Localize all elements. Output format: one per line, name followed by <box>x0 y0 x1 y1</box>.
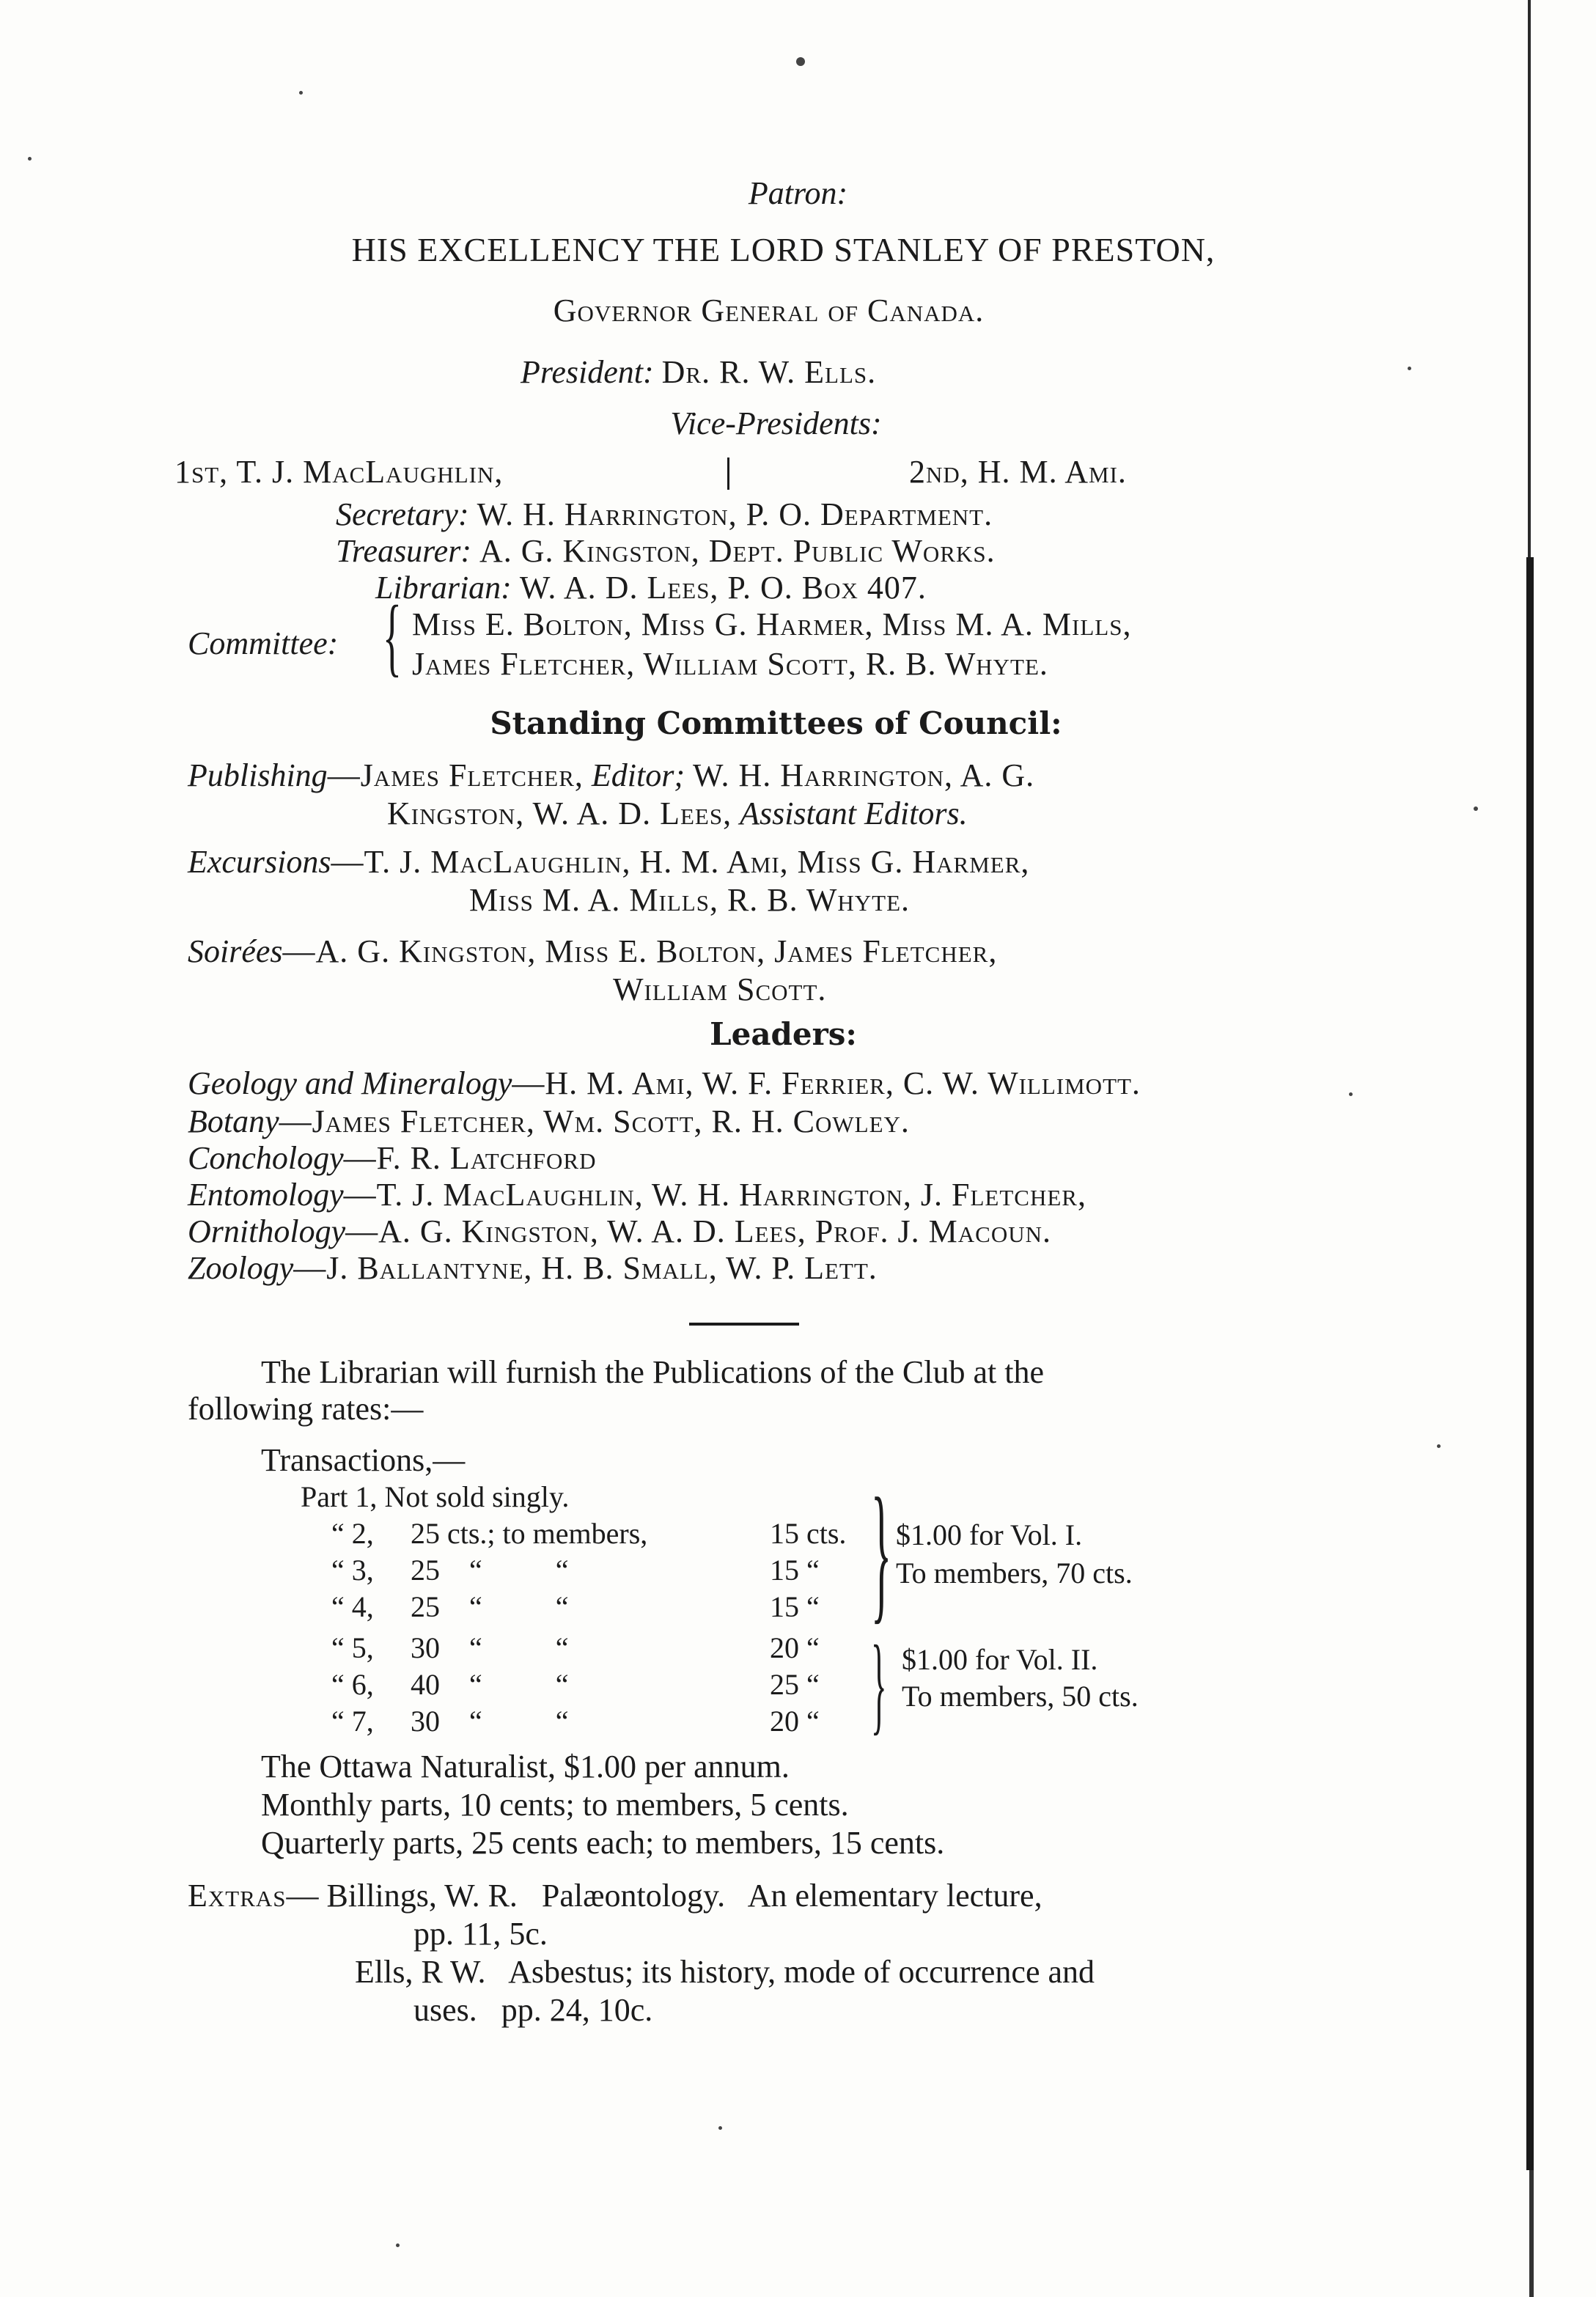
publications-intro-line1: The Librarian will furnish the Publications of the Club at the <box>261 1354 1044 1390</box>
binding-edge-foot <box>1529 2170 1534 2297</box>
patron-name: HIS EXCELLENCY THE LORD STANLEY OF PRESTON, <box>351 231 1216 268</box>
secretary-line <box>336 496 993 533</box>
vol2-members: To members, 50 cts. <box>902 1680 1139 1713</box>
president-name: Dr. R. W. Ells. <box>661 354 877 390</box>
row-price-4: 15 “ <box>770 1590 820 1623</box>
leader-geology-value: —H. M. Ami, W. F. Ferrier, C. W. Willimott. <box>512 1065 1141 1101</box>
row-part-2: “ 2, <box>331 1517 374 1550</box>
treasurer-value: A. G. Kingston, Dept. Public Works. <box>479 533 996 569</box>
publishing-assistants: W. H. Harrington, A. G. <box>693 757 1035 793</box>
leader-zoology-value: —J. Ballantyne, H. B. Small, W. P. Lett. <box>293 1250 878 1286</box>
president-line <box>521 353 876 391</box>
treasurer-label: Treasurer: <box>336 533 471 569</box>
row-part-7: “ 7, <box>331 1705 374 1738</box>
row-text: Not sold singly. <box>384 1480 570 1513</box>
transactions-row-1 <box>301 1480 569 1514</box>
vol1-price: $1.00 for Vol. I. <box>896 1518 1083 1551</box>
row-price-6: 25 “ <box>770 1668 820 1701</box>
column-divider <box>727 457 729 490</box>
leader-geology <box>188 1065 1141 1102</box>
president-label: President: <box>521 354 654 390</box>
publishing-assistants-cont: Kingston, W. A. D. Lees, <box>387 795 732 831</box>
scan-speck <box>1408 367 1411 370</box>
publishing-editor-role: Editor; <box>591 757 685 793</box>
publishing-line2 <box>387 795 968 832</box>
soirees-line2: William Scott. <box>613 971 827 1007</box>
leaders-heading: Leaders: <box>710 1016 857 1052</box>
transactions-label: Transactions,— <box>261 1442 466 1478</box>
leader-botany-value: —James Fletcher, Wm. Scott, R. H. Cowley. <box>279 1103 910 1139</box>
extras-item2: Ells, R W. Asbestus; its history, mode of occurrence and <box>355 1954 1095 1990</box>
leader-zoology-label: Zoology <box>188 1250 294 1286</box>
librarian-value: W. A. D. Lees, P. O. Box 407. <box>519 570 927 606</box>
vice-president-second: 2nd, H. M. Ami. <box>909 454 1127 490</box>
leader-geology-label: Geology and Mineralogy <box>188 1065 512 1101</box>
row-price-2: 15 cts. <box>770 1517 847 1550</box>
row-text-2: 25 cts.; to members, <box>411 1517 648 1550</box>
scan-speck <box>1474 806 1478 811</box>
binding-edge-bottom <box>1526 557 1534 2170</box>
scan-speck <box>28 157 32 161</box>
leader-conchology-label: Conchology <box>188 1140 344 1176</box>
vol2-brace: } <box>871 1623 887 1745</box>
committee-brace: { <box>383 587 402 685</box>
row-part-4: “ 4, <box>331 1590 374 1623</box>
publishing-label: Publishing <box>188 757 328 793</box>
committee-line2: James Fletcher, William Scott, R. B. Whyte. <box>412 646 1048 682</box>
binding-edge-top <box>1528 0 1531 557</box>
leader-entomology <box>188 1176 1086 1213</box>
vol2-price: $1.00 for Vol. II. <box>902 1643 1098 1676</box>
extras-item1: — Billings, W. R. Palæontology. An elementary lecture, <box>286 1878 1042 1914</box>
scan-speck <box>796 57 805 66</box>
leader-ornithology-value: —A. G. Kingston, W. A. D. Lees, Prof. J. Macoun. <box>345 1213 1051 1249</box>
publishing-assistant-role: Assistant Editors. <box>740 795 968 831</box>
leader-ornithology <box>188 1213 1051 1250</box>
treasurer-line <box>336 532 996 570</box>
row-text-5: 30 “ “ <box>411 1631 569 1664</box>
leader-conchology <box>188 1139 596 1177</box>
excursions-line1 <box>188 843 1029 881</box>
scan-speck <box>1349 1092 1353 1096</box>
leader-conchology-value: —F. R. Latchford <box>343 1140 597 1176</box>
row-text-6: 40 “ “ <box>411 1668 569 1701</box>
row-part-5: “ 5, <box>331 1631 374 1664</box>
vol1-brace: } <box>871 1467 892 1637</box>
row-text-7: 30 “ “ <box>411 1705 569 1738</box>
row-part: Part 1, <box>301 1480 378 1513</box>
publishing-line1 <box>188 757 1034 794</box>
scan-speck <box>718 2126 722 2130</box>
publishing-editor-name: —James Fletcher, <box>327 757 584 793</box>
leader-botany <box>188 1103 910 1140</box>
extras-line1 <box>188 1877 1042 1914</box>
vol1-members: To members, 70 cts. <box>896 1557 1133 1589</box>
librarian-line <box>375 569 927 606</box>
scan-speck <box>299 91 303 95</box>
leader-zoology <box>188 1249 878 1287</box>
ottawa-naturalist-line: The Ottawa Naturalist, $1.00 per annum. <box>261 1749 790 1785</box>
extras-item2-pages: uses. pp. 24, 10c. <box>413 1992 653 2028</box>
leader-entomology-value: —T. J. MacLaughlin, W. H. Harrington, J. Fletcher, <box>343 1177 1086 1213</box>
patron-title: Governor General of Canada. <box>553 293 985 328</box>
soirees-label: Soirées <box>188 933 283 969</box>
row-text-4: 25 “ “ <box>411 1590 569 1623</box>
leader-botany-label: Botany <box>188 1103 279 1139</box>
secretary-value: W. H. Harrington, P. O. Department. <box>477 496 993 532</box>
committee-label: Committee: <box>188 625 339 661</box>
excursions-line2: Miss M. A. Mills, R. B. Whyte. <box>469 882 911 918</box>
extras-label: Extras <box>188 1878 287 1914</box>
row-price-3: 15 “ <box>770 1554 820 1587</box>
excursions-members: —T. J. MacLaughlin, H. M. Ami, Miss G. Harmer, <box>331 844 1030 880</box>
row-part-3: “ 3, <box>331 1554 374 1587</box>
scan-speck <box>1437 1444 1441 1448</box>
patron-heading: Patron: <box>748 175 848 211</box>
secretary-label: Secretary: <box>336 496 469 532</box>
vice-presidents-label: Vice-Presidents: <box>670 405 882 441</box>
row-part-6: “ 6, <box>331 1668 374 1701</box>
publications-intro-line2: following rates:— <box>188 1391 424 1427</box>
quarterly-parts-line: Quarterly parts, 25 cents each; to members, 15 cents. <box>261 1825 945 1861</box>
scan-speck <box>396 2243 400 2247</box>
soirees-members: —A. G. Kingston, Miss E. Bolton, James Fletcher, <box>282 933 998 969</box>
vice-president-first: 1st, T. J. MacLaughlin, <box>174 454 504 490</box>
extras-item1-pages: pp. 11, 5c. <box>413 1916 548 1952</box>
librarian-label: Librarian: <box>375 570 512 606</box>
leader-ornithology-label: Ornithology <box>188 1213 346 1249</box>
row-price-7: 20 “ <box>770 1705 820 1738</box>
section-divider <box>689 1323 799 1326</box>
soirees-line1 <box>188 933 997 970</box>
leader-entomology-label: Entomology <box>188 1177 344 1213</box>
row-price-5: 20 “ <box>770 1631 820 1664</box>
monthly-parts-line: Monthly parts, 10 cents; to members, 5 cents. <box>261 1787 849 1823</box>
excursions-label: Excursions <box>188 844 331 880</box>
standing-committees-heading: Standing Committees of Council: <box>490 705 1062 741</box>
committee-line1: Miss E. Bolton, Miss G. Harmer, Miss M. A. Mills, <box>412 606 1132 642</box>
row-text-3: 25 “ “ <box>411 1554 569 1587</box>
